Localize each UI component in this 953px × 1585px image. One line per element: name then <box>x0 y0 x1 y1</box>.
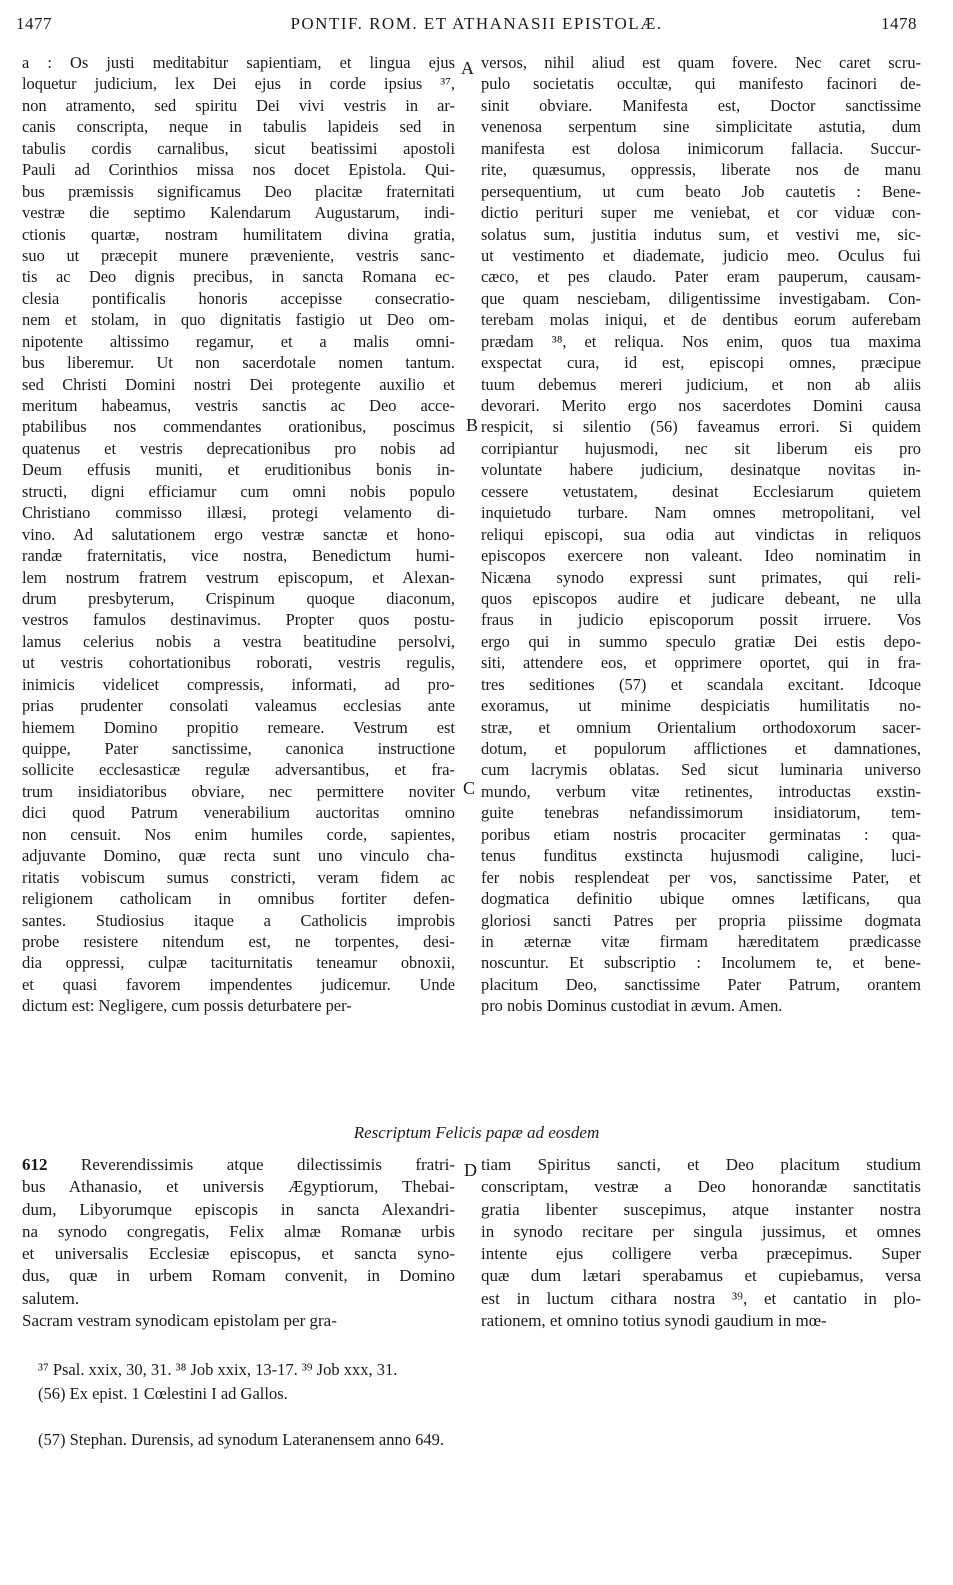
right-column-line: placitum Deo, sanctissime Pater Patrum, orantem <box>481 974 921 994</box>
right-column-line: fer nobis resplendeat per vos, sanctissime Pater, et <box>481 867 921 887</box>
left-column-line: dia oppressi, culpæ taciturnitatis teneamur obnoxii, <box>22 953 455 973</box>
right-column-rescript <box>481 1154 921 1332</box>
left-column-line: ritatis vobiscum sumus constricti, veram fidem ac <box>22 867 455 887</box>
left-column-line: probe resistere nitendum est, ne torpentes, desi- <box>22 931 455 951</box>
right-column-line: exspectat cura, id est, episcopi omnes, præcipue <box>481 353 921 373</box>
left-column-line: Pauli ad Corinthios missa nos docet Epistola. Qui- <box>22 160 455 180</box>
rescript-right-line: tiam Spiritus sancti, et Deo placitum studium <box>481 1155 921 1174</box>
left-column-line: hiemem Domino propitio remeare. Vestrum est <box>22 717 455 737</box>
right-column-line: cum lacrymis oblatas. Sed sicut luminaria universo <box>481 760 921 780</box>
left-column-line: bus liberemur. Ut non sacerdotale nomen tantum. <box>22 353 455 373</box>
rescript-left-line: et universalis Ecclesiæ episcopus, et sancta syno- <box>22 1244 455 1264</box>
right-column-line: in æternæ vitæ firmam hæreditatem prædicasse <box>481 931 921 951</box>
right-column-line: dictio perituri super me veniebat, et cor viduæ con- <box>481 203 921 223</box>
left-column-line: santes. Studiosius itaque a Catholicis improbis <box>22 910 455 930</box>
right-column-line: stræ, et omnium Orientalium orthodoxorum sacer- <box>481 717 921 737</box>
rescript-left-line: dum, Libyorumque episcopis in sancta Alexandri- <box>22 1199 455 1219</box>
left-column-line: nipotente altissimo regamur, et a malis omni- <box>22 331 455 351</box>
right-column-line: respicit, si silentio (56) faveamus errori. Si quidem <box>481 417 921 437</box>
left-column-line: religionem catholicam in omnibus fortiter defen- <box>22 889 455 909</box>
margin-letter-d: D <box>464 1160 477 1180</box>
left-column-line: et quasi favorem impendentes judicemur. Unde <box>22 974 455 994</box>
left-column-line: loquetur judicium, lex Dei ejus in corde ipsius ³⁷, <box>22 74 455 94</box>
right-column-line: cessere vetustatem, desinat Ecclesiarum quietem <box>481 481 921 501</box>
rescript-left-line <box>22 1154 455 1176</box>
right-column <box>481 52 921 1017</box>
left-column-line: a : Os justi meditabitur sapientiam, et lingua ejus <box>22 53 455 72</box>
footnotes <box>38 1358 918 1452</box>
right-column-line: corripiantur hujusmodi, nec sit liberum eis pro <box>481 438 921 458</box>
rescript-left-line: dus, quæ in urbem Romam convenit, in Domino <box>22 1266 455 1286</box>
left-column-line: ctionis quartæ, nostram humilitatem divina gratia, <box>22 224 455 244</box>
left-column-line: lem nostrum fratrem vestrum episcopum, et Alexan- <box>22 567 455 587</box>
right-column-line: pulo societatis occultæ, qui manifesto facinori de- <box>481 74 921 94</box>
margin-letter-b: B <box>466 415 479 435</box>
left-column-line: suo ut præcepit munere præveniente, vestris sanc- <box>22 245 455 265</box>
rescript-right-line: quæ dum lætari sperabamus et cupiebamus, versa <box>481 1266 921 1286</box>
right-column-line: versos, nihil aliud est quam fovere. Nec caret scru- <box>481 53 921 72</box>
right-column-line: voluntate habere judicium, desinatque novitas in- <box>481 460 921 480</box>
right-column-line: terebam molas iniqui, et de dentibus eorum auferebam <box>481 310 921 330</box>
left-column-line: canis conscripta, neque in tabulis lapideis sed in <box>22 117 455 137</box>
rescript-left-line: na synodo congregatis, Felix almæ Romanæ urbis <box>22 1221 455 1241</box>
left-column-line: clesia pontificalis honoris accepisse consecratio- <box>22 288 455 308</box>
left-column-line: Christiano commisso illæsi, protegi velamento di- <box>22 503 455 523</box>
left-column-line: vestræ die septimo Kalendarum Augustarum, indi- <box>22 203 455 223</box>
rescript-right-line: intente ejus colligere verba præcepimus. Super <box>481 1244 921 1264</box>
right-column-line: manifesta est dolosa inimicorum fallacia. Succur- <box>481 138 921 158</box>
left-column-line: ut vestris cohortationibus roborati, vestris regulis, <box>22 653 455 673</box>
right-column-line: rite, quæsumus, oppressis, liberate nos de manu <box>481 160 921 180</box>
left-column <box>22 52 455 1017</box>
left-column-line: adjuvante Domino, quæ recta sunt uno vinculo cha- <box>22 846 455 866</box>
right-column-line: poribus etiam nostris procaciter germinatas : qua- <box>481 824 921 844</box>
right-column-line: noscuntur. Et subscriptio : Incolumem te, et bene- <box>481 953 921 973</box>
rescript-right-line: in synodo recitare per singula jussimus, et omnes <box>481 1221 921 1241</box>
right-column-line: guite tenebras nefandissimorum insidiatorum, tem- <box>481 803 921 823</box>
left-column-line: tis ac Deo dignis precibus, in sancta Romana ec- <box>22 267 455 287</box>
page-number-right: 1478 <box>881 14 917 33</box>
left-column-rescript <box>22 1154 455 1332</box>
left-column-line: non censuit. Nos enim humiles corde, sapientes, <box>22 824 455 844</box>
right-column-line: ergo qui in summo speculo gratiæ Dei estis depo- <box>481 631 921 651</box>
rescript-left-line: Sacram vestram synodicam epistolam per gra- <box>22 1311 337 1331</box>
left-column-line: structi, digni efficiamur cum omni nobis populo <box>22 481 455 501</box>
right-column-line: cæco, et pes claudo. Pater eram pauperum, causam- <box>481 267 921 287</box>
left-column-line: dictum est: Negligere, cum possis deturbatere per- <box>22 996 352 1016</box>
rescript-right-line: est in luctum cithara nostra ³⁹, et cantatio in plo- <box>481 1288 921 1308</box>
left-column-line: sollicite ecclesasticæ regulæ adversantibus, et fra- <box>22 760 455 780</box>
right-column-line: devorari. Merito ergo nos sacerdotes Domini causa <box>481 396 921 415</box>
left-column-line: randæ fraternitatis, vice nostra, Benedictum humi- <box>22 546 455 566</box>
left-column-line: inimicis videlicet compressis, informati, ad pro- <box>22 674 455 694</box>
rescript-right-line: conscriptam, vestræ a Deo honorandæ sanctitatis <box>481 1177 921 1197</box>
right-column-line: tres seditiones (57) et scandala excitant. Idcoque <box>481 674 921 694</box>
running-head: PONTIF. ROM. ET ATHANASII EPISTOLÆ. <box>290 14 663 33</box>
right-column-line: quos episcopos audire et judicare debeant, ne ulla <box>481 588 921 608</box>
right-column-line: Nicæna synodo expressi sunt primates, qui reli- <box>481 567 921 587</box>
left-column-line: drum presbyterum, Crispinum quoque diaconum, <box>22 588 455 608</box>
right-column-line: mundo, verbum vitæ retinentes, introductas exstin- <box>481 781 921 801</box>
left-column-line: prias prudenter consolati valeamus ecclesias ante <box>22 696 455 716</box>
left-column-line: lamus celerius nobis a vestra beatitudine persolvi, <box>22 631 455 651</box>
rescript-right-line: rationem, et omnino totius synodi gaudium in mœ- <box>481 1311 827 1331</box>
left-column-line: ptabilibus nos commendantes orationibus, poscimus <box>22 417 455 437</box>
right-column-line: dogmatica definitio ubique omnes lætificans, qua <box>481 889 921 909</box>
right-column-line: exoramus, ut minime despiciatis humilitatis no- <box>481 696 921 716</box>
left-column-line: bus præmissis significamus Deo placitæ fraternitati <box>22 181 455 201</box>
section-subtitle: Rescriptum Felicis papæ ad eosdem <box>353 1123 600 1142</box>
right-column-line: gloriosi sancti Patres per propria piissime dogmata <box>481 910 921 930</box>
left-column-line: dici quod Patrum venerabilium auctoritas omnino <box>22 803 455 823</box>
right-column-line: episcopos exercere non valeant. Ideo nominatim in <box>481 546 921 566</box>
left-column-line: quatenus et vestris deprecationibus pro nobis ad <box>22 438 455 458</box>
line-text: Reverendissimis atque dilectissimis fratri- <box>80 1155 456 1174</box>
footnote-56: (56) Ex epist. 1 Cœlestini I ad Gallos. <box>38 1384 288 1403</box>
right-column-line: inquietudo turbare. Nam omnes metropolitani, vel <box>481 503 921 523</box>
rescript-right-line: gratia libenter suscepimus, atque instanter nostra <box>481 1199 921 1219</box>
footnote-scripture: ³⁷ Psal. xxix, 30, 31. ³⁸ Job xxix, 13-17. ³⁹ Job xxx, 31. <box>38 1360 398 1379</box>
margin-letter-c: C <box>463 778 476 798</box>
right-column-line: venenosa serpentum sine simplicitate astutia, dum <box>481 117 921 137</box>
left-column-line: nem et stolam, in quo dignitatis fastigio ut Deo om- <box>22 310 455 330</box>
left-column-line: Deum effusis muniti, et eruditionibus bonis in- <box>22 460 455 480</box>
right-column-line: ut vestimento et diademate, judicio meo. Oculus fui <box>481 245 921 265</box>
rescript-left-line: bus Athanasio, et universis Ægyptiorum, Thebai- <box>22 1177 455 1197</box>
section-number: 612 <box>22 1155 48 1174</box>
page-number-left: 1477 <box>16 14 52 33</box>
right-column-line: solatus sum, justitia indutus sum, et vestivi me, sic- <box>481 224 921 244</box>
right-column-line: sinit obviare. Manifesta est, Doctor sanctissime <box>481 95 921 115</box>
right-column-line: persequentium, ut cum beato Job cautetis : Bene- <box>481 181 921 201</box>
right-column-line: tuum debemus mereri judicium, et non ab aliis <box>481 374 921 394</box>
left-column-line: vino. Ad salutationem ergo vestræ sanctæ et hono- <box>22 524 455 544</box>
left-column-line: quippe, Pater sanctissime, canonica instructione <box>22 739 455 758</box>
right-column-line: siti, attendere eos, et opprimere oportet, qui in fra- <box>481 653 921 673</box>
right-column-line: tenus funditus exstincta hujusmodi caligine, luci- <box>481 846 921 866</box>
left-column-line: meritum habeamus, vestris sanctis ac Deo acce- <box>22 396 455 415</box>
left-column-line: non atramento, sed spiritu Dei vivi vestris in ar- <box>22 95 455 115</box>
right-column-line: prædam ³⁸, et reliqua. Nos enim, quos tua maxima <box>481 331 921 351</box>
rescript-left-line: salutem. <box>22 1288 80 1308</box>
left-column-line: trum insidiatoribus obviare, nec permittere noviter <box>22 781 455 801</box>
right-column-line: reliqui episcopi, sua odia aut vindictas in reliquos <box>481 524 921 544</box>
left-column-line: vestros famulos destinavimus. Propter quos postu- <box>22 610 455 630</box>
left-column-line: sed Christi Domini nostri Dei protegente auxilio et <box>22 374 455 394</box>
left-column-line: tabulis cordis carnalibus, sicut beatissimi apostoli <box>22 138 455 158</box>
footnote-57: (57) Stephan. Durensis, ad synodum Lateranensem anno 649. <box>38 1430 444 1449</box>
right-column-line: dotum, et populorum afflictiones et damnationes, <box>481 739 921 758</box>
right-column-line: que quam nesciebam, diligentissime investigabam. Con- <box>481 288 921 308</box>
margin-letter-a: A <box>461 58 474 78</box>
right-column-line: pro nobis Dominus custodiat in ævum. Amen. <box>481 996 783 1016</box>
right-column-line: fraus in judicio episcoporum possit irruere. Vos <box>481 610 921 630</box>
